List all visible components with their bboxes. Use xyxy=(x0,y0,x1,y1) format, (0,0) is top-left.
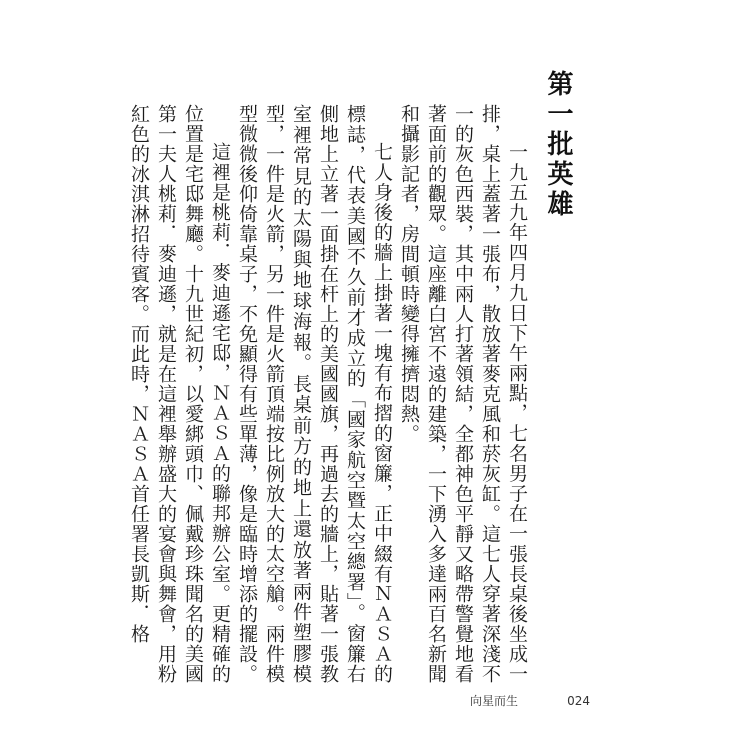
paragraph-1: 一九五九年四月九日下午兩點，七名男子在一張長桌後坐成一排，桌上蓋著一張布，散放著麥克風和菸灰缸。這七人穿著深淺不一的灰色西裝，其中兩人打著領結，全都神色平靜又略帶警覺地看著面前的觀眾。這座離白宮不遠的建築，一下湧入多達兩百名新聞和攝影記者，房間頓時變得擁擠悶熱。 xyxy=(398,104,528,684)
page-footer xyxy=(470,692,590,709)
paragraph-3: 這裡是桃莉．麥迪遜宅邸，ＮＡＳＡ的聯邦辦公室。更精確的位置是宅邸舞廳。十九世紀初，以愛綁頭巾、佩戴珍珠聞名的美國第一夫人桃莉．麥迪遜，就是在這裡舉辦盛大的宴會與舞會，用粉紅色的冰淇淋招待賓客。而此時，ＮＡＳＡ首任署長凱斯．格 xyxy=(128,104,231,684)
body-text xyxy=(128,104,530,684)
running-title: 向星而生 xyxy=(470,694,519,708)
chapter-title: 第一批英雄 xyxy=(543,70,573,220)
page-number: 024 xyxy=(567,694,590,708)
paragraph-2: 七人身後的牆上掛著一塊有布摺的窗簾，正中綴有ＮＡＳＡ的標誌，代表美國不久前才成立的「國家航空暨太空總署」。窗簾右側地上立著一面掛在杆上的美國國旗，再過去的牆上，貼著一張教室裡常見的太陽與地球海報。長桌前方的地上還放著兩件塑膠模型，一件是火箭，另一件是火箭頂端按比例放大的太空艙。兩件模型微微後仰倚靠桌子，不免顯得有些單薄，像是臨時增添的擺設。 xyxy=(236,104,393,684)
